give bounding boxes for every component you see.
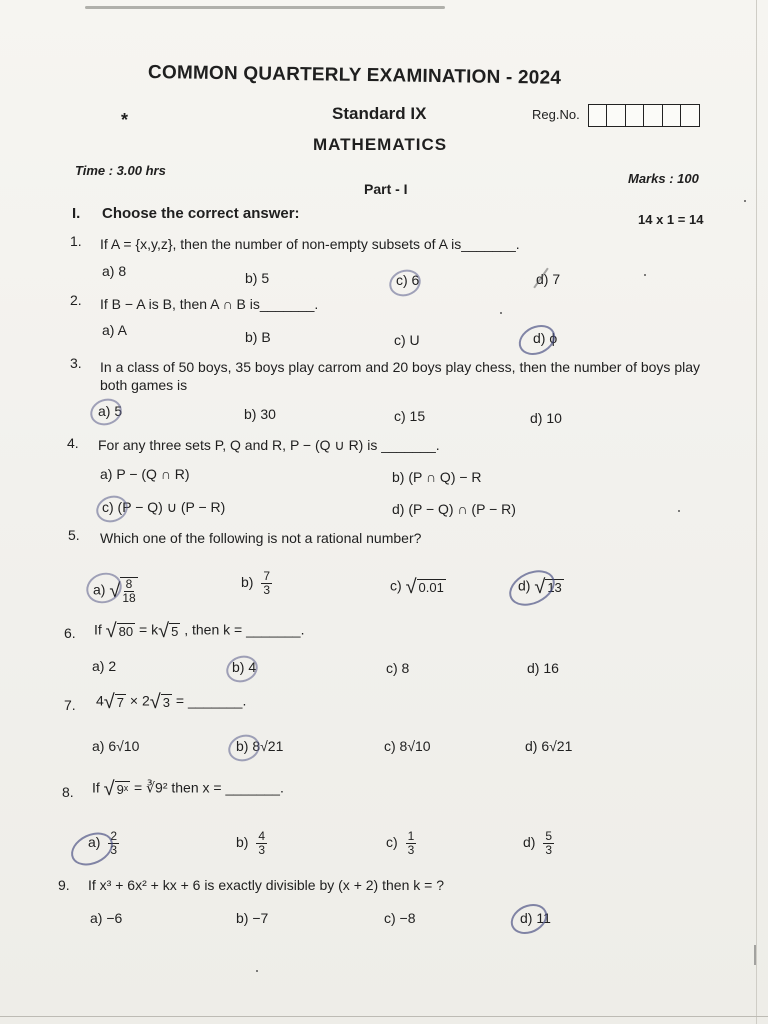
option-d[interactable]: d) (P − Q) ∩ (P − R) — [392, 501, 516, 517]
exam-title: COMMON QUARTERLY EXAMINATION - 2024 — [147, 62, 562, 89]
reg-no-label: Reg.No. — [532, 107, 580, 122]
option-label: c) — [386, 834, 398, 851]
question-text: If √ 80 = k √ 5 , then k = _______. — [94, 620, 305, 642]
question-number: 9. — [58, 877, 70, 893]
reg-no-box[interactable] — [662, 104, 682, 127]
question-text-part: , then k = _______. — [184, 621, 305, 638]
section-marks: 14 x 1 = 14 — [638, 212, 704, 227]
option-a[interactable]: a) −6 — [90, 910, 123, 926]
option-c[interactable]: c) (P − Q) ∪ (P − R) — [102, 499, 226, 515]
reg-no-box[interactable] — [625, 104, 645, 127]
sqrt-value: 80 — [118, 624, 134, 639]
option-b[interactable]: b) B — [245, 329, 271, 345]
question-number: 4. — [67, 435, 79, 451]
stray-dot — [678, 510, 680, 512]
question-text: If √ 9ˣ = ∛9² then x = _______. — [92, 778, 284, 800]
option-d[interactable]: d) √ 13 — [518, 576, 562, 598]
question-number: 3. — [70, 355, 82, 371]
reg-no-boxes — [589, 104, 700, 127]
sqrt-value: 13 — [547, 580, 562, 595]
option-a[interactable]: a) 2 — [92, 658, 117, 674]
question-number: 5. — [68, 527, 80, 543]
option-b[interactable]: b) (P ∩ Q) − R — [392, 469, 482, 485]
question-text: If B − A is B, then A ∩ B is_______. — [100, 296, 319, 312]
option-b[interactable]: b) 4 — [232, 659, 257, 675]
question-text: For any three sets P, Q and R, P − (Q ∪ R) is _______. — [98, 437, 440, 453]
option-d[interactable]: d) 16 — [527, 660, 559, 676]
question-number: 8. — [62, 784, 74, 800]
bottom-edge-line — [0, 1016, 768, 1017]
stray-dot — [644, 274, 646, 276]
reg-no-box[interactable] — [680, 104, 700, 127]
option-c[interactable]: c) 8√10 — [384, 738, 431, 754]
sqrt-value: 3 — [162, 695, 170, 710]
reg-no-box[interactable] — [606, 104, 626, 127]
fraction-numerator: 2 — [110, 829, 118, 843]
option-label: d) — [523, 834, 536, 851]
sqrt-expression: √ $\frac{8}{18}$ — [109, 577, 136, 605]
fraction-numerator: 7 — [263, 569, 271, 583]
question-text: Which one of the following is not a rational number? — [100, 530, 422, 546]
question-text: If x³ + 6x² + kx + 6 is exactly divisible by (x + 2) then k = ? — [88, 877, 444, 893]
option-b[interactable] — [236, 830, 267, 857]
question-text-part: = k — [139, 621, 159, 638]
question-text-part: 4 — [96, 692, 104, 709]
question-number: 7. — [64, 697, 76, 713]
option-d[interactable] — [523, 830, 554, 857]
option-b[interactable]: b) 8√21 — [236, 738, 284, 754]
time-label: Time : 3.00 hrs — [75, 163, 166, 178]
option-d[interactable]: d) 10 — [530, 410, 562, 426]
option-label: b) — [241, 574, 254, 591]
option-d[interactable]: d) 6√21 — [525, 738, 573, 754]
question-text-part: If — [94, 621, 102, 638]
option-c[interactable]: c) 6 — [396, 272, 420, 288]
option-label: b) — [236, 834, 249, 851]
option-label: c) — [390, 577, 402, 594]
star-marker: * — [121, 110, 129, 130]
question-text-part: = _______. — [175, 692, 247, 709]
fraction-numerator: 5 — [545, 829, 553, 843]
fraction-numerator: 8 — [125, 577, 133, 591]
question-number: 6. — [64, 625, 76, 641]
sqrt-value: 0.01 — [418, 580, 444, 595]
option-d[interactable]: d) 7 — [536, 271, 561, 287]
option-c[interactable]: c) U — [394, 332, 420, 348]
fraction-denominator: 3 — [407, 843, 415, 857]
stray-dot — [500, 312, 502, 314]
sqrt-value: 7 — [116, 695, 125, 710]
reg-no-box[interactable] — [643, 104, 663, 127]
question-text: 4 √ 7 × 2 √ 3 = _______. — [96, 691, 247, 713]
right-fold-line — [756, 0, 757, 1024]
option-d[interactable]: d) 11 — [520, 910, 551, 926]
question-text-part: × 2 — [129, 692, 150, 709]
fraction-denominator: 3 — [110, 843, 118, 857]
fraction-denominator: 3 — [263, 583, 271, 597]
option-a[interactable]: a) 6√10 — [92, 738, 140, 754]
question-number: 1. — [70, 233, 82, 249]
question-number: 2. — [70, 292, 82, 308]
option-c[interactable] — [386, 830, 416, 857]
option-b[interactable]: b) −7 — [236, 910, 269, 926]
standard-label: Standard IX — [332, 104, 427, 123]
question-text-part: = ∛9² — [134, 779, 168, 796]
option-d[interactable]: d) ϕ — [533, 330, 558, 346]
fraction-numerator: 4 — [258, 829, 266, 843]
section-number: I. — [72, 205, 81, 222]
option-b[interactable]: b) 5 — [245, 270, 270, 286]
option-b[interactable]: b) 30 — [244, 406, 276, 422]
sqrt-value: 9ˣ — [116, 782, 129, 797]
option-a[interactable]: a) P − (Q ∩ R) — [100, 466, 190, 482]
option-b[interactable] — [241, 570, 272, 597]
question-text-part: then x = _______. — [171, 779, 284, 796]
option-a[interactable]: a) 5 — [98, 403, 123, 419]
stray-dot — [256, 970, 258, 972]
option-label: a) — [88, 834, 101, 851]
subject-title: MATHEMATICS — [313, 135, 448, 154]
sqrt-value: 5 — [171, 624, 179, 639]
fraction-numerator: 1 — [407, 829, 415, 843]
option-a[interactable]: a) 8 — [102, 263, 127, 279]
option-c[interactable]: c) −8 — [384, 910, 416, 926]
option-a[interactable]: a) A — [102, 322, 127, 338]
option-label: d) — [518, 577, 531, 594]
fraction-denominator: 3 — [545, 843, 553, 857]
section-title: Choose the correct answer: — [102, 205, 300, 222]
option-c[interactable]: c) √ 0.01 — [390, 576, 444, 598]
fraction-denominator: 3 — [258, 843, 266, 857]
question-text-part: If — [92, 779, 100, 796]
question-text: In a class of 50 boys, 35 boys play carrom and 20 boys play chess, then the number of boys play both games is — [100, 359, 701, 393]
top-edge-line — [85, 6, 445, 9]
fraction-denominator: 18 — [122, 591, 136, 605]
marks-label: Marks : 100 — [628, 171, 699, 186]
stray-dot — [744, 200, 746, 202]
option-c[interactable]: c) 15 — [394, 408, 426, 424]
option-c[interactable]: c) 8 — [386, 660, 410, 676]
part-label: Part - I — [364, 181, 408, 197]
question-text: If A = {x,y,z}, then the number of non-empty subsets of A is_______. — [100, 236, 520, 252]
option-label: a) — [93, 581, 106, 598]
reg-no-box[interactable] — [588, 104, 608, 127]
edge-mark — [754, 945, 756, 965]
